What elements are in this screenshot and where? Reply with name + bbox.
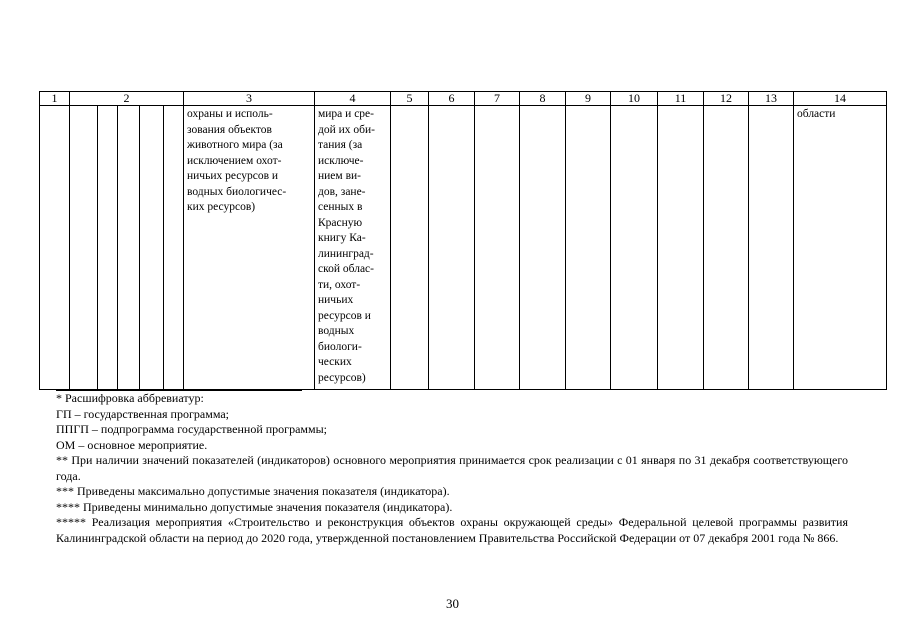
footnote-2: ** При наличии значений показателей (индикаторов) основного мероприятия принимается срок реализации с 01 января по 31 декабря соответствующего года.: [56, 453, 848, 483]
cell-col7: [475, 106, 520, 390]
header-cell-9: 9: [566, 92, 611, 106]
footnote-4: **** Приведены минимально допустимые значения показателя (индикатора).: [56, 499, 453, 514]
table-row: [40, 106, 887, 390]
cell-col2e: [164, 106, 184, 390]
header-cell-1: 1: [40, 92, 70, 106]
header-cell-11: 11: [658, 92, 704, 106]
header-cell-3: 3: [184, 92, 315, 106]
footnote-5: ***** Реализация мероприятия «Строительство и реконструкция объектов охраны окружающей среды» Федеральной целевой программы развития Калининградской области на период до 2020 года, утвержденной постановлением Правительства Российской Федерации от 07 декабря 2001 года № 866.: [56, 515, 848, 545]
header-cell-14: 14: [794, 92, 887, 106]
cell-col6: [429, 106, 475, 390]
cell-col14-text: области: [797, 108, 836, 120]
page-number: 30: [446, 596, 459, 611]
cell-col2b: [98, 106, 118, 390]
cell-col14: [794, 106, 887, 390]
cell-col12: [704, 106, 749, 390]
header-cell-8: 8: [520, 92, 566, 106]
cell-col11: [658, 106, 704, 390]
header-row: [40, 92, 887, 106]
footnote-gp: ГП – государственная программа;: [56, 406, 229, 421]
cell-col10: [611, 106, 658, 390]
footnote-ppgp: ППГП – подпрограмма государственной программы;: [56, 422, 327, 436]
footnote-om: ОМ – основное мероприятие.: [56, 437, 208, 452]
cell-col5: [391, 106, 429, 390]
cell-col4: [315, 106, 391, 390]
footnote-title: * Расшифровка аббревиатур:: [56, 391, 204, 405]
cell-col8: [520, 106, 566, 390]
header-cell-2: 2: [70, 92, 184, 106]
cell-col9: [566, 106, 611, 390]
header-cell-6: 6: [429, 92, 475, 106]
cell-col1: [40, 106, 70, 390]
indicator-table: [39, 91, 887, 390]
header-cell-12: 12: [704, 92, 749, 106]
cell-col2c: [118, 106, 140, 390]
cell-col2d: [140, 106, 164, 390]
cell-col4-text: мира и сре- дой их оби- тания (за исключе- нием ви- дов, зане- сенных в Красную книгу Ка- лининград- ской облас- ти, охот- ничьих ресурсов и водных биологи- ческих ресурсов): [318, 108, 375, 384]
cell-col3: [184, 106, 315, 390]
footnote-3: *** Приведены максимально допустимые значения показателя (индикатора).: [56, 484, 450, 498]
cell-col13: [749, 106, 794, 390]
header-cell-10: 10: [611, 92, 658, 106]
footnotes: [56, 391, 848, 546]
header-cell-4: 4: [315, 92, 391, 106]
cell-col2a: [70, 106, 98, 390]
cell-col3-text: охраны и исполь- зования объектов животного мира (за исключением охот- ничьих ресурсов и водных биологичес- ких ресурсов): [187, 108, 287, 213]
header-cell-7: 7: [475, 92, 520, 106]
header-cell-5: 5: [391, 92, 429, 106]
header-cell-13: 13: [749, 92, 794, 106]
